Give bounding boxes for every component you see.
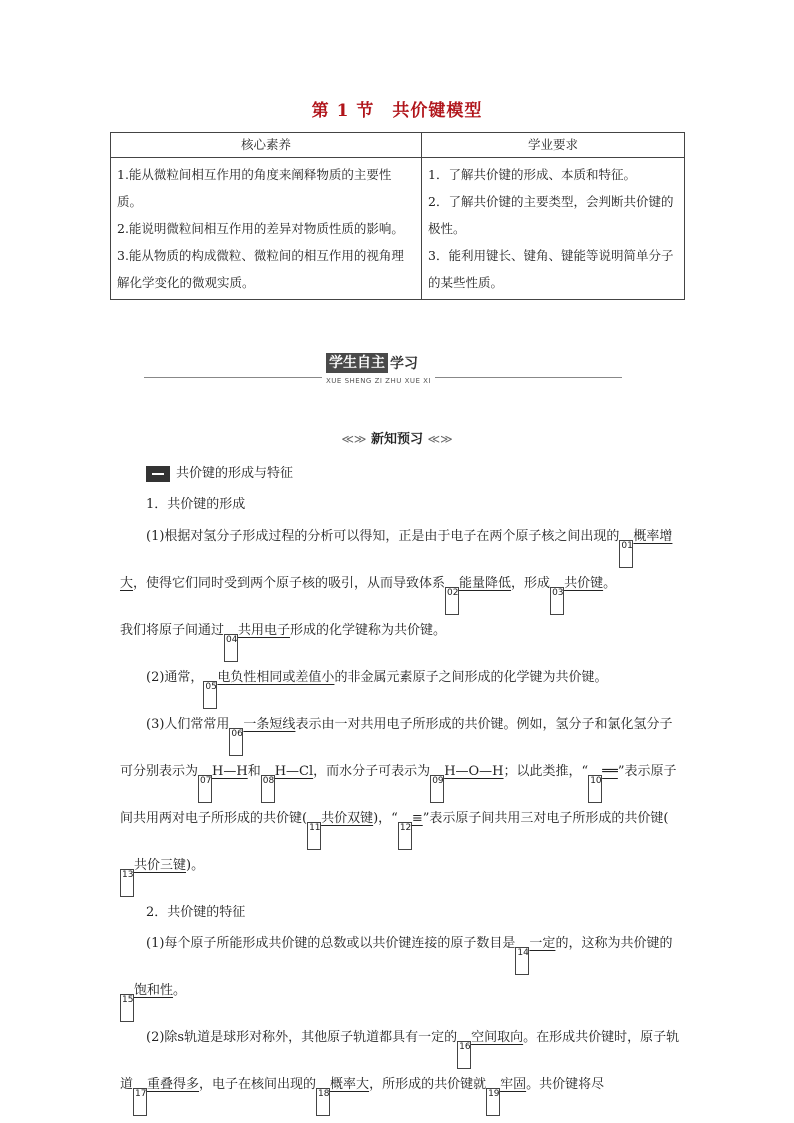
core-item: 1.能从微粒间相互作用的角度来阐释物质的主要性质。 — [117, 167, 392, 209]
blank-number: 04 — [224, 634, 238, 662]
answer-text: H—Cl — [274, 763, 314, 779]
core-literacy-cell — [111, 158, 422, 300]
blank-number: 14 — [515, 947, 529, 975]
subheading-2: 2．共价键的特征 — [146, 904, 246, 920]
blank-number: 06 — [229, 728, 243, 756]
paragraph-6: (2)除s轨道是球形对称外，其他原子轨道都具有一定的 16 空间取向。在形成共价键时，原子轨道 17 重叠得多，电子在核间出现的 18 概率大，所形成的共价键就 19 牢固。共价键将尽 — [120, 1022, 682, 1116]
core-item: 2.能说明微粒间相互作用的差异对物质性质的影响。 — [117, 221, 404, 236]
answer-text: H—H — [212, 763, 248, 779]
answer-text: 一条短线 — [243, 716, 296, 732]
blank-number: 16 — [457, 1041, 471, 1069]
paragraph-4: (3)人们常常用 06 一条短线表示由一对共用电子所形成的共价键。例如，氢分子和氯化氢分子可分别表示为 07 H—H和 08 H—Cl，而水分子可表示为 09 H—O—H；以此类推，“ 10 ══”表示原子间共用两对电子所形成的共价键( 11 共价双键)，“ 12 ≡”表示原子间共用三对电子所形成的共价键( 13 共价三键)。 — [120, 709, 682, 897]
answer-text: 电负性相同或差值小 — [217, 669, 335, 685]
answer-text: 共价三键 — [134, 857, 187, 873]
requirements-table — [110, 132, 685, 300]
paragraph-5: (1)每个原子所能形成共价键的总数或以共价键连接的原子数目是 14 一定的，这称为共价键的 15 饱和性。 — [120, 928, 682, 1022]
blank-number: 02 — [445, 587, 459, 615]
section-heading — [0, 428, 794, 447]
subheading-1: 1．共价键的形成 — [146, 497, 246, 512]
table-header-requirements: 学业要求 — [422, 133, 685, 158]
blank-number: 09 — [430, 775, 444, 803]
blank-number: 01 — [619, 540, 633, 568]
answer-text: H—O—H — [444, 763, 504, 779]
blank-number: 11 — [307, 822, 321, 850]
answer-text: 重叠得多 — [147, 1077, 200, 1092]
paragraph-3: (2)通常， 05 电负性相同或差值小的非金属元素原子之间形成的化学键为共价键。 — [120, 662, 682, 709]
blank-number: 15 — [120, 994, 134, 1022]
topic-marker-icon — [146, 466, 170, 482]
answer-text: 共价键 — [564, 575, 604, 591]
decoration-left-icon: ≪≫ — [341, 432, 367, 446]
paragraph-2: 我们将原子间通过 04 共用电子形成的化学键称为共价键。 — [120, 615, 682, 662]
core-item: 3.能从物质的构成微粒、微粒间的相互作用的视角理解化学变化的微观实质。 — [117, 248, 404, 290]
answer-text: 概率大 — [330, 1077, 370, 1092]
answer-text: ══ — [602, 763, 618, 779]
blank-number: 12 — [398, 822, 412, 850]
answer-text: 共用电子 — [238, 622, 291, 638]
decoration-right-icon: ≪≫ — [427, 432, 453, 446]
answer-text: 空间取向 — [471, 1030, 524, 1045]
banner-text: 学习 — [390, 356, 418, 372]
blank-number: 03 — [550, 587, 564, 615]
page-title: 第 1 节 共价键模型 — [311, 101, 483, 121]
answer-text: 共价双键 — [321, 810, 374, 826]
banner-badge — [326, 352, 418, 374]
blank-number: 19 — [486, 1088, 500, 1116]
blank-number: 17 — [133, 1088, 147, 1116]
banner-pinyin: XUE SHENG ZI ZHU XUE XI — [322, 377, 435, 385]
blank-number: 08 — [261, 775, 275, 803]
answer-text: 饱和性 — [134, 983, 174, 998]
paragraph-1: (1)根据对氢分子形成过程的分析可以得知，正是由于电子在两个原子核之间出现的 01 概率增大，使得它们同时受到两个原子核的吸引，从而导致体系 02 能量降低，形成 03 共价键。 — [120, 521, 682, 615]
blank-number: 07 — [198, 775, 212, 803]
requirement-item: 2．了解共价键的主要类型，会判断共价键的极性。 — [428, 194, 674, 236]
answer-text: 概率增大 — [120, 528, 673, 591]
main-content — [120, 458, 682, 1116]
answer-text: 能量降低 — [459, 575, 512, 591]
self-study-banner — [144, 352, 622, 385]
blank-number: 10 — [588, 775, 602, 803]
requirement-item: 1．了解共价键的形成、本质和特征。 — [428, 167, 636, 182]
blank-number: 18 — [316, 1088, 330, 1116]
table-header-core: 核心素养 — [111, 133, 422, 158]
banner-boxed-text: 学生自主 — [326, 353, 388, 373]
blank-number: 05 — [203, 681, 217, 709]
answer-text: 一定 — [529, 936, 556, 951]
topic-title: 共价键的形成与特征 — [176, 465, 294, 481]
section-heading-text: 新知预习 — [370, 432, 423, 447]
answer-text: ≡ — [411, 810, 423, 826]
requirement-item: 3．能利用键长、键角、键能等说明简单分子的某些性质。 — [428, 248, 674, 290]
requirements-cell — [422, 158, 685, 300]
answer-text: 牢固 — [500, 1077, 527, 1092]
blank-number: 13 — [120, 869, 134, 897]
topic-header — [146, 458, 682, 489]
